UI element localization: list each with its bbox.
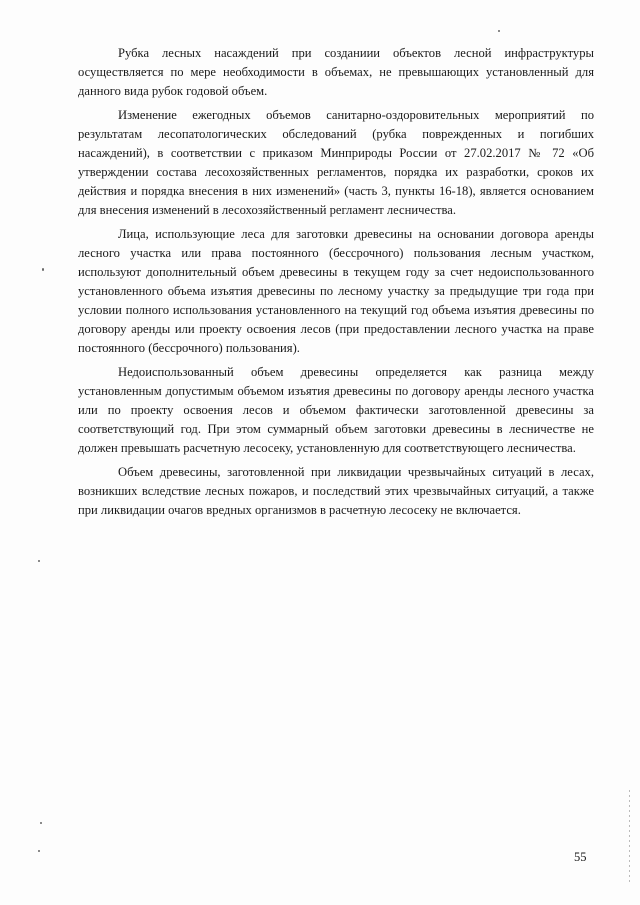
paragraph-unused-volume: Недоиспользованный объем древесины определяется как разница между установленным допустимым объемом изъятия древесины по договору аренды лесного участка или по проекту освоения лесов и объемом фактически заготовленной древесины за соответствующий год. При этом суммарный объем заготовки древесины в лесничестве не должен превышать расчетную лесосеку, установленную для соответствующего лесничества. bbox=[78, 365, 594, 456]
scan-speck bbox=[38, 560, 40, 562]
document-body bbox=[78, 44, 594, 525]
scan-speck bbox=[40, 822, 42, 824]
paragraph-emergency-volume: Объем древесины, заготовленной при ликвидации чрезвычайных ситуаций в лесах, возникших вследствие лесных пожаров, и последствий этих чрезвычайных ситуаций, а также при ликвидации очагов вредных организмов в расчетную лесосеку не включается. bbox=[78, 464, 594, 518]
scan-edge-mark bbox=[629, 790, 630, 885]
paragraph-additional-volume: Лица, использующие леса для заготовки древесины на основании договора аренды лесного участка или права постоянного (бессрочного) пользования лесным участком, используют дополнительный объем древесины в текущем году за счет недоиспользованного установленного объема изъятия древесины по лесному участку за предыдущие три года при условии полного использования установленного на текущий год объема изъятия древесины по договору аренды или проекту освоения лесов (при предоставлении лесного участка на праве постоянного (бессрочного) пользования). bbox=[78, 226, 594, 356]
scan-speck bbox=[38, 850, 40, 852]
scan-speck bbox=[498, 30, 500, 32]
scan-speck bbox=[42, 268, 44, 271]
page-number: 55 bbox=[574, 850, 587, 864]
paragraph-sanitary-measures: Изменение ежегодных объемов санитарно-оздоровительных мероприятий по результатам лесопатологических обследований (рубка поврежденных и погибших насаждений), в соответствии с приказом Минприроды России от 27.02.2017 № 72 «Об утверждении состава лесохозяйственных регламентов, порядка их разработки, сроков их действия и порядка внесения в них изменений» (часть 3, пункты 16-18), является основанием для внесения изменений в лесохозяйственный регламент лесничества. bbox=[78, 107, 594, 218]
paragraph-forest-infrastructure: Рубка лесных насаждений при созданиии объектов лесной инфраструктуры осуществляется по мере необходимости в объемах, не превышающих установленный для данного вида рубок годовой объем. bbox=[78, 46, 594, 99]
